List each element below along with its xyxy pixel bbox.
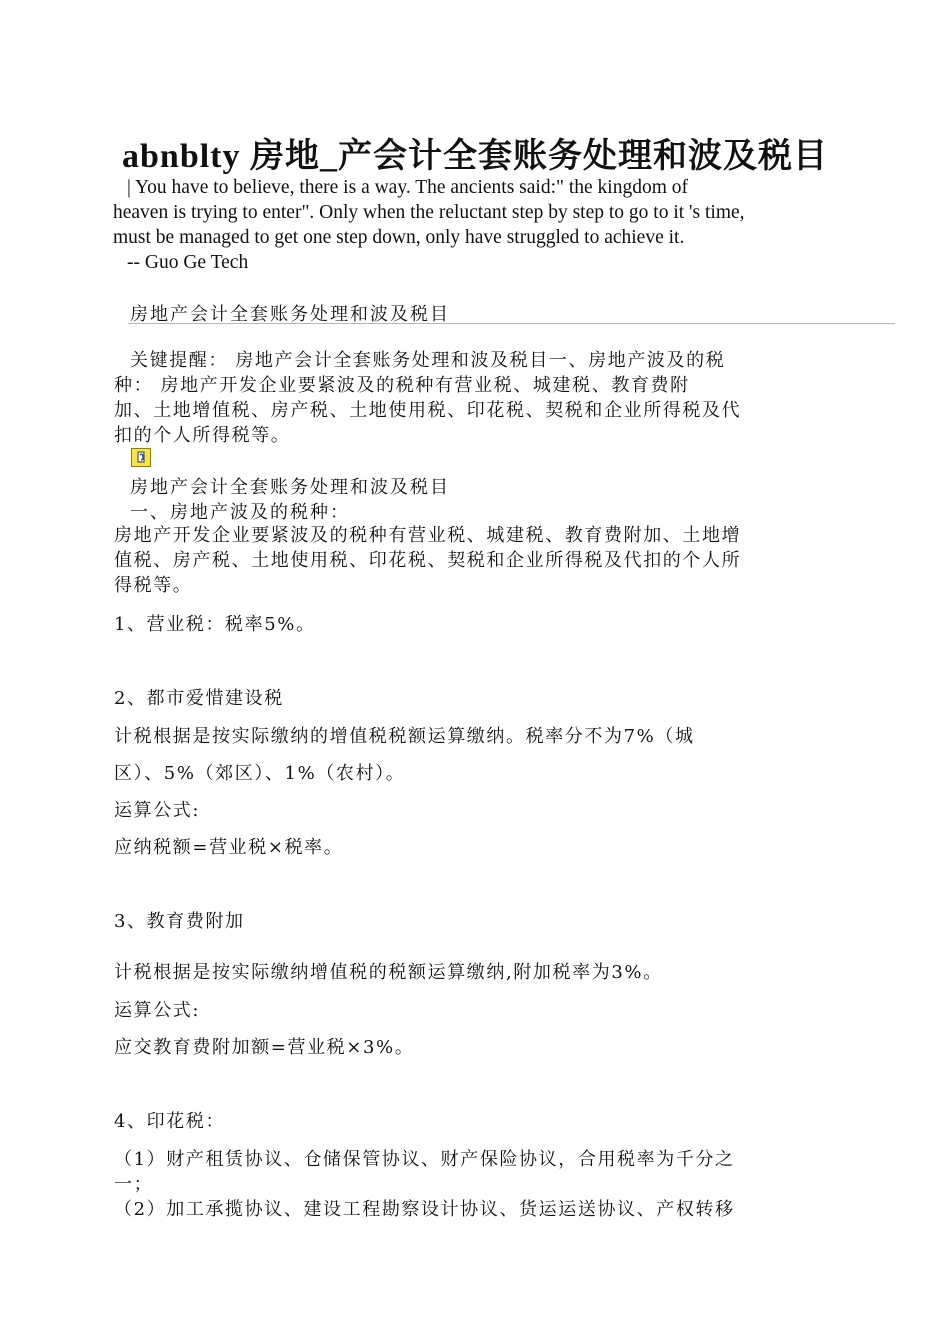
section-subheading: 房地产会计全套账务处理和波及税目 [130,304,450,325]
epigraph-quote [113,175,853,275]
stamp-tax-heading: 4、印花税： [114,1111,226,1132]
formula-line: 应交教育费附加额=营业税×3%。 [114,1037,415,1058]
body-line: 区）、5%（郊区）、1%（农村）。 [114,763,406,784]
section-subtitle: 一、房地产波及的税种： [130,502,350,523]
formula-label: 运算公式: [114,1000,201,1021]
document-link-icon[interactable] [131,448,151,467]
body-line: （1）财产租赁协议、仓储保管协议、财产保险协议，合用税率为千分之 [114,1149,735,1170]
business-tax-item: 1、营业税：税率5%。 [114,614,316,635]
quote-author: -- Guo Ge Tech [127,252,249,273]
horizontal-divider [128,323,895,324]
formula-line: 应纳税额=营业税×税率。 [114,837,344,858]
tax-types-paragraph [114,523,844,598]
formula-label: 运算公式: [114,800,201,821]
paragraph-line: 加、土地增值税、房产税、土地使用税、印花税、契税和企业所得税及代 [114,400,742,421]
quote-line: must be managed to get one step down, only have struggled to achieve it. [113,227,685,248]
key-reminder-paragraph [114,348,834,448]
document-title: abnblty 房地_产会计全套账务处理和波及税目 [122,138,828,175]
paragraph-line: 种： 房地产开发企业要紧波及的税种有营业税、城建税、教育费附 [114,375,690,396]
body-line: （2）加工承揽协议、建设工程勘察设计协议、货运运送协议、产权转移 [114,1199,735,1220]
paragraph-line: 值税、房产税、土地使用税、印花税、契税和企业所得税及代扣的个人所 [114,550,742,571]
body-line: 计税根据是按实际缴纳的增值税税额运算缴纳。税率分不为7%（城 [114,726,695,747]
paragraph-line: 扣的个人所得税等。 [114,425,291,446]
paragraph-line: 关键提醒： 房地产会计全套账务处理和波及税目一、房地产波及的税 [130,350,726,371]
urban-construction-tax-heading: 2、都市爱惜建设税 [114,688,284,709]
paragraph-line: 房地产开发企业要紧波及的税种有营业税、城建税、教育费附加、土地增 [114,525,742,546]
body-line: 计税根据是按实际缴纳增值税的税额运算缴纳,附加税率为3%。 [114,962,663,983]
section-title: 房地产会计全套账务处理和波及税目 [130,477,450,498]
education-surcharge-heading: 3、教育费附加 [114,911,245,932]
quote-line: heaven is trying to enter". Only when the reluctant step by step to go to it 's time, [113,202,745,223]
quote-line: | You have to believe, there is a way. The ancients said:" the kingdom of [127,177,688,198]
paragraph-line: 得税等。 [114,575,193,596]
body-line: 一； [114,1174,154,1195]
